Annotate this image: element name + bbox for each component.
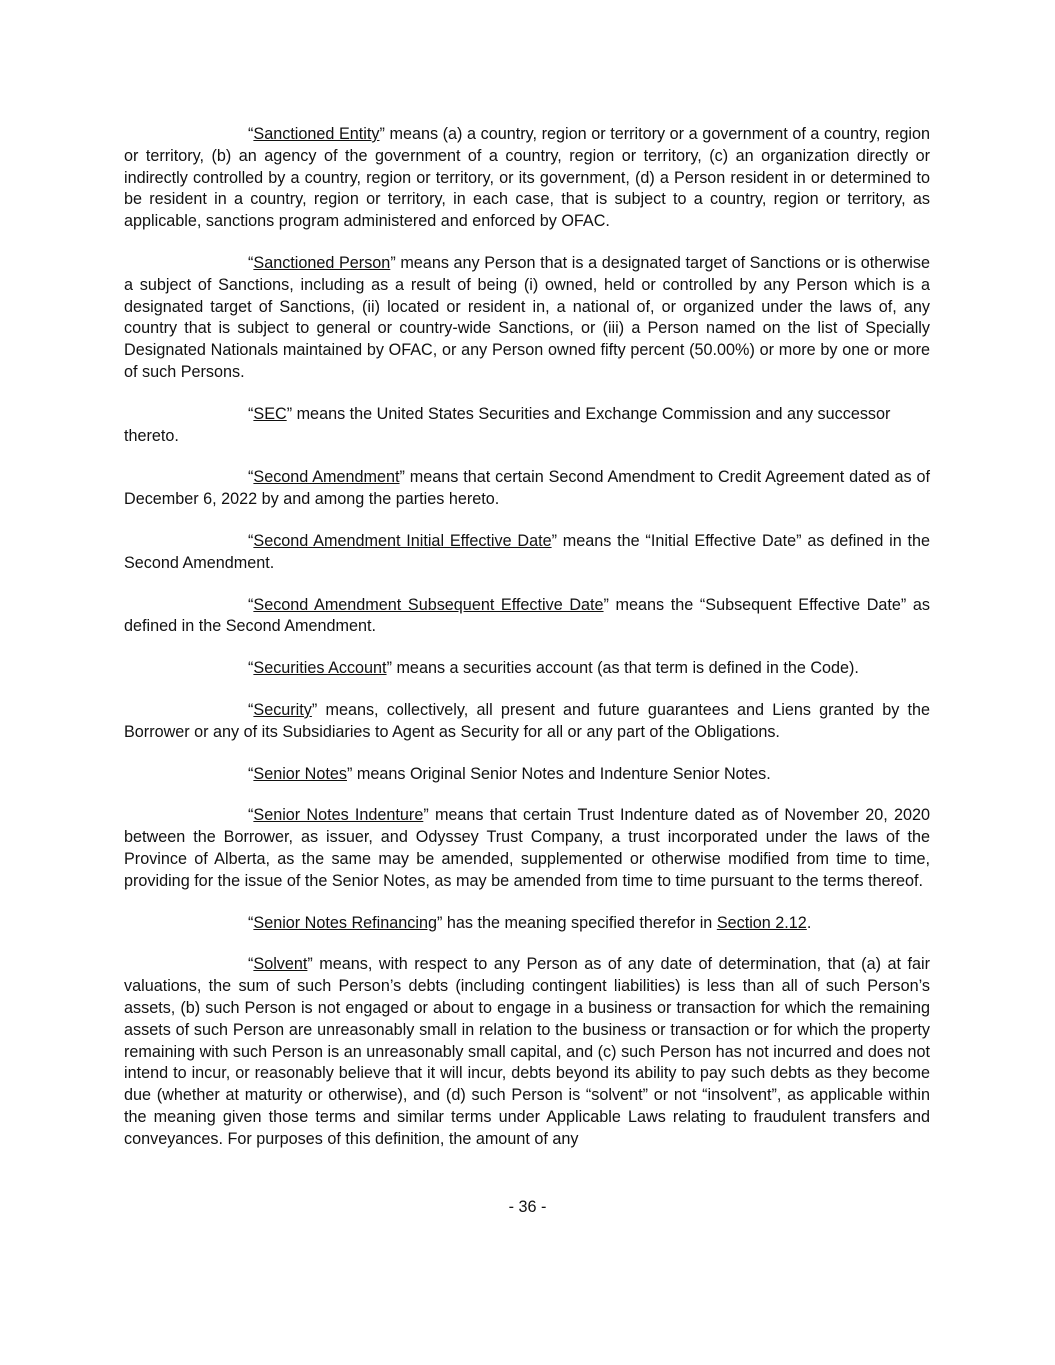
defined-term: Sanctioned Entity — [253, 125, 380, 143]
definition-text: means, collectively, all present and future guarantees and Liens granted by the Borrower or any of its Subsidiaries to Agent as Security for all or any part of the Obligations. — [124, 700, 930, 741]
definition-second-amendment-initial-effective-date: “Second Amendment Initial Effective Date” means the “Initial Effective Date” as defined in the Second Amendment. — [124, 531, 931, 572]
definition-second-amendment-subsequent-effective-date: “Second Amendment Subsequent Effective Date” means the “Subsequent Effective Date” as defined in the Second Amendment. — [124, 595, 930, 636]
definition-text: means the “Initial Effective Date” as defined in the Second Amendment. — [124, 531, 931, 572]
definition-text: means that certain Second Amendment to Credit Agreement dated as of December 6, 2022 by and among the parties hereto. — [124, 468, 930, 509]
definition-text: means a securities account (as that term is defined in the Code). — [391, 659, 859, 678]
defined-term: Securities Account — [253, 659, 387, 678]
definition-sanctioned-person: “Sanctioned Person” means any Person that is a designated target of Sanctions or is otherwise a subject of Sanctions, including as a result of being (i) owned, held or controlled by any Person which is a designated target of Sanctions, (ii) located or resident in, a national of, or organized under the laws of, any country that is subject to general or country-wide Sanctions, or (iii) a Person named on the list of Specially Designated Nationals maintained by OFAC, or any Person owned fifty percent (50.00%) or more by one or more of such Persons. — [124, 253, 930, 381]
definition-securities-account: “Securities Account” means a securities account (as that term is defined in the Code). — [248, 659, 859, 678]
defined-term: Security — [253, 700, 312, 719]
definition-text: means the “Subsequent Effective Date” as defined in the Second Amendment. — [124, 595, 930, 636]
definition-senior-notes-indenture: “Senior Notes Indenture” means that certain Trust Indenture dated as of November 20, 2020 between the Borrower, as issuer, and Odyssey Trust Company, a trust incorporated under the laws of the Province of Alberta, as the same may be amended, supplemented or otherwise modified from time to time, providing for the issue of the Senior Notes, as may be amended from time to time pursuant to the terms thereof. — [124, 806, 931, 890]
definition-continuation: thereto. — [124, 426, 179, 445]
definition-sec: “SEC” means the United States Securities and Exchange Commission and any successor thereto. — [124, 404, 891, 445]
definition-second-amendment: “Second Amendment” means that certain Second Amendment to Credit Agreement dated as of December 6, 2022 by and among the parties hereto. — [124, 468, 930, 509]
defined-term: Second Amendment Initial Effective Date — [253, 531, 552, 550]
definition-text: has the meaning specified therefor in — [442, 913, 717, 932]
definition-text: means Original Senior Notes and Indenture Senior Notes. — [352, 764, 771, 783]
defined-term: Senior Notes Refinancing — [253, 913, 437, 932]
definition-security: “Security” means, collectively, all present and future guarantees and Liens granted by the Borrower or any of its Subsidiaries to Agent as Security for all or any part of the Obligations. — [124, 700, 930, 741]
page-number: - 36 - — [508, 1198, 547, 1216]
definition-senior-notes-refinancing: “Senior Notes Refinancing” has the meaning specified therefor in Section 2.12. — [248, 913, 812, 932]
defined-term: Senior Notes Indenture — [253, 806, 424, 825]
definition-text: means, with respect to any Person as of any date of determination, that (a) at fair valuations, the sum of such Person’s debts (including contingent liabilities) is less than all of such Person’s assets, (b) such Person is not engaged or about to engage in a business or transaction for which the remaining assets of such Person are unreasonably small in relation to the business or transaction or for which the property remaining with such Person is an unreasonably small capital, and (c) such Person has not incurred and does not intend to incur, or reasonably believe that it will incur, debts beyond its ability to pay such debts as they become due (whether at maturity or otherwise), and (d) such Person is “solvent” or not “insolvent”, as applicable within the meaning given those terms and similar terms under Applicable Laws relating to fraudulent transfers and conveyances. For purposes of this definition, the amount of any — [124, 955, 930, 1148]
defined-term: Solvent — [253, 955, 308, 974]
defined-term: Second Amendment Subsequent Effective Date — [253, 595, 604, 614]
definition-solvent: “Solvent” means, with respect to any Person as of any date of determination, that (a) at fair valuations, the sum of such Person’s debts (including contingent liabilities) is less than all of such Person’s assets, (b) such Person is not engaged or about to engage in a business or transaction for which the remaining assets of such Person are unreasonably small in relation to the business or transaction or for which the property remaining with such Person is an unreasonably small capital, and (c) such Person has not incurred and does not intend to incur, or reasonably believe that it will incur, debts beyond its ability to pay such debts as they become due (whether at maturity or otherwise), and (d) such Person is “solvent” or not “insolvent”, as applicable within the meaning given those terms and similar terms under Applicable Laws relating to fraudulent transfers and conveyances. For purposes of this definition, the amount of any — [124, 955, 930, 1148]
section-reference-link[interactable]: Section 2.12 — [716, 913, 807, 932]
document-page — [124, 124, 930, 1170]
defined-term: SEC — [253, 404, 287, 423]
definition-senior-notes: “Senior Notes” means Original Senior Notes and Indenture Senior Notes. — [248, 764, 771, 783]
defined-term: Sanctioned Person — [253, 253, 391, 272]
defined-term: Second Amendment — [253, 468, 400, 487]
definition-text: means the United States Securities and Exchange Commission and any successor — [292, 404, 891, 423]
definition-text: means that certain Trust Indenture dated as of November 20, 2020 between the Borrower, as issuer, and Odyssey Trust Company, a trust incorporated under the laws of the Province of Alberta, as the same may be amended, supplemented or otherwise modified from time to time, providing for the issue of the Senior Notes, as may be amended from time to time pursuant to the terms thereof. — [124, 806, 931, 890]
definition-text: means (a) a country, region or territory or a government of a country, region or territory, (b) an agency of the government of a country, region or territory, (c) an organization directly or indirectly controlled by a country, region or territory, or its government, (d) a Person resident in or determined to be resident in a country, region or territory, in each case, that is subject to a country, region or territory, as applicable, sanctions program administered and enforced by OFAC. — [124, 125, 931, 231]
defined-term: Senior Notes — [253, 764, 347, 783]
definition-sanctioned-entity: “Sanctioned Entity” means (a) a country, region or territory or a government of a country, region or territory, (b) an agency of the government of a country, region or territory, (c) an organization directly or indirectly controlled by a country, region or territory, or its government, (d) a Person resident in or determined to be resident in a country, region or territory, in each case, that is subject to a country, region or territory, as applicable, sanctions program administered and enforced by OFAC. — [124, 125, 931, 231]
definition-text: means any Person that is a designated target of Sanctions or is otherwise a subject of Sanctions, including as a result of being (i) owned, held or controlled by any Person which is a designated target of Sanctions, (ii) located or resident in, a national of, or organized under the laws of, any country that is subject to general or country-wide Sanctions, or (iii) a Person named on the list of Specially Designated Nationals maintained by OFAC, or any Person owned fifty percent (50.00%) or more by one or more of such Persons. — [124, 253, 930, 381]
